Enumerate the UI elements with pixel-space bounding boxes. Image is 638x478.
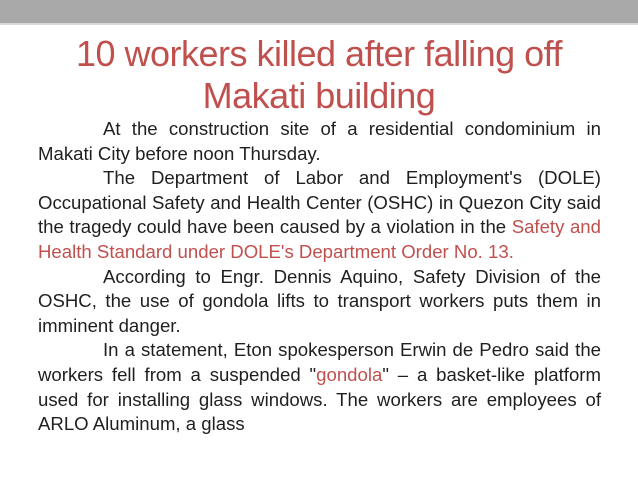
paragraph-2-text: The Department of Labor and Employment's (DOLE) Occupational Safety and Health Center (OSHC) in Quezon City said the tragedy could have been caused by a violation in the (38, 167, 601, 238)
paragraph-1: At the construction site of a residential condominium in Makati City before noon Thursday. (38, 118, 601, 164)
top-accent-line (0, 23, 638, 25)
slide-title (0, 33, 638, 117)
paragraph-3: According to Engr. Dennis Aquino, Safety Division of the OSHC, the use of gondola lifts to transport workers puts them in imminent danger. (38, 265, 601, 336)
paragraph-2 (38, 166, 601, 264)
title-line-1: 10 workers killed after falling off (75, 33, 563, 74)
slide-body (38, 117, 601, 437)
paragraph-4 (38, 338, 601, 436)
safety-standard-reference: Safety and Health Standard under DOLE's Department Order No. 13. (38, 216, 601, 262)
paragraph-4-text-b: " – a basket-like platform used for installing glass windows. The workers are employees of ARLO Aluminum, a glass (38, 363, 601, 435)
gondola-term: gondola (316, 363, 383, 385)
title-line-2: Makati building (202, 75, 436, 116)
top-decorative-bar (0, 0, 638, 23)
paragraph-4-text-a: In a statement, Eton spokesperson Erwin de Pedro said the workers fell from a suspended " (38, 339, 601, 385)
